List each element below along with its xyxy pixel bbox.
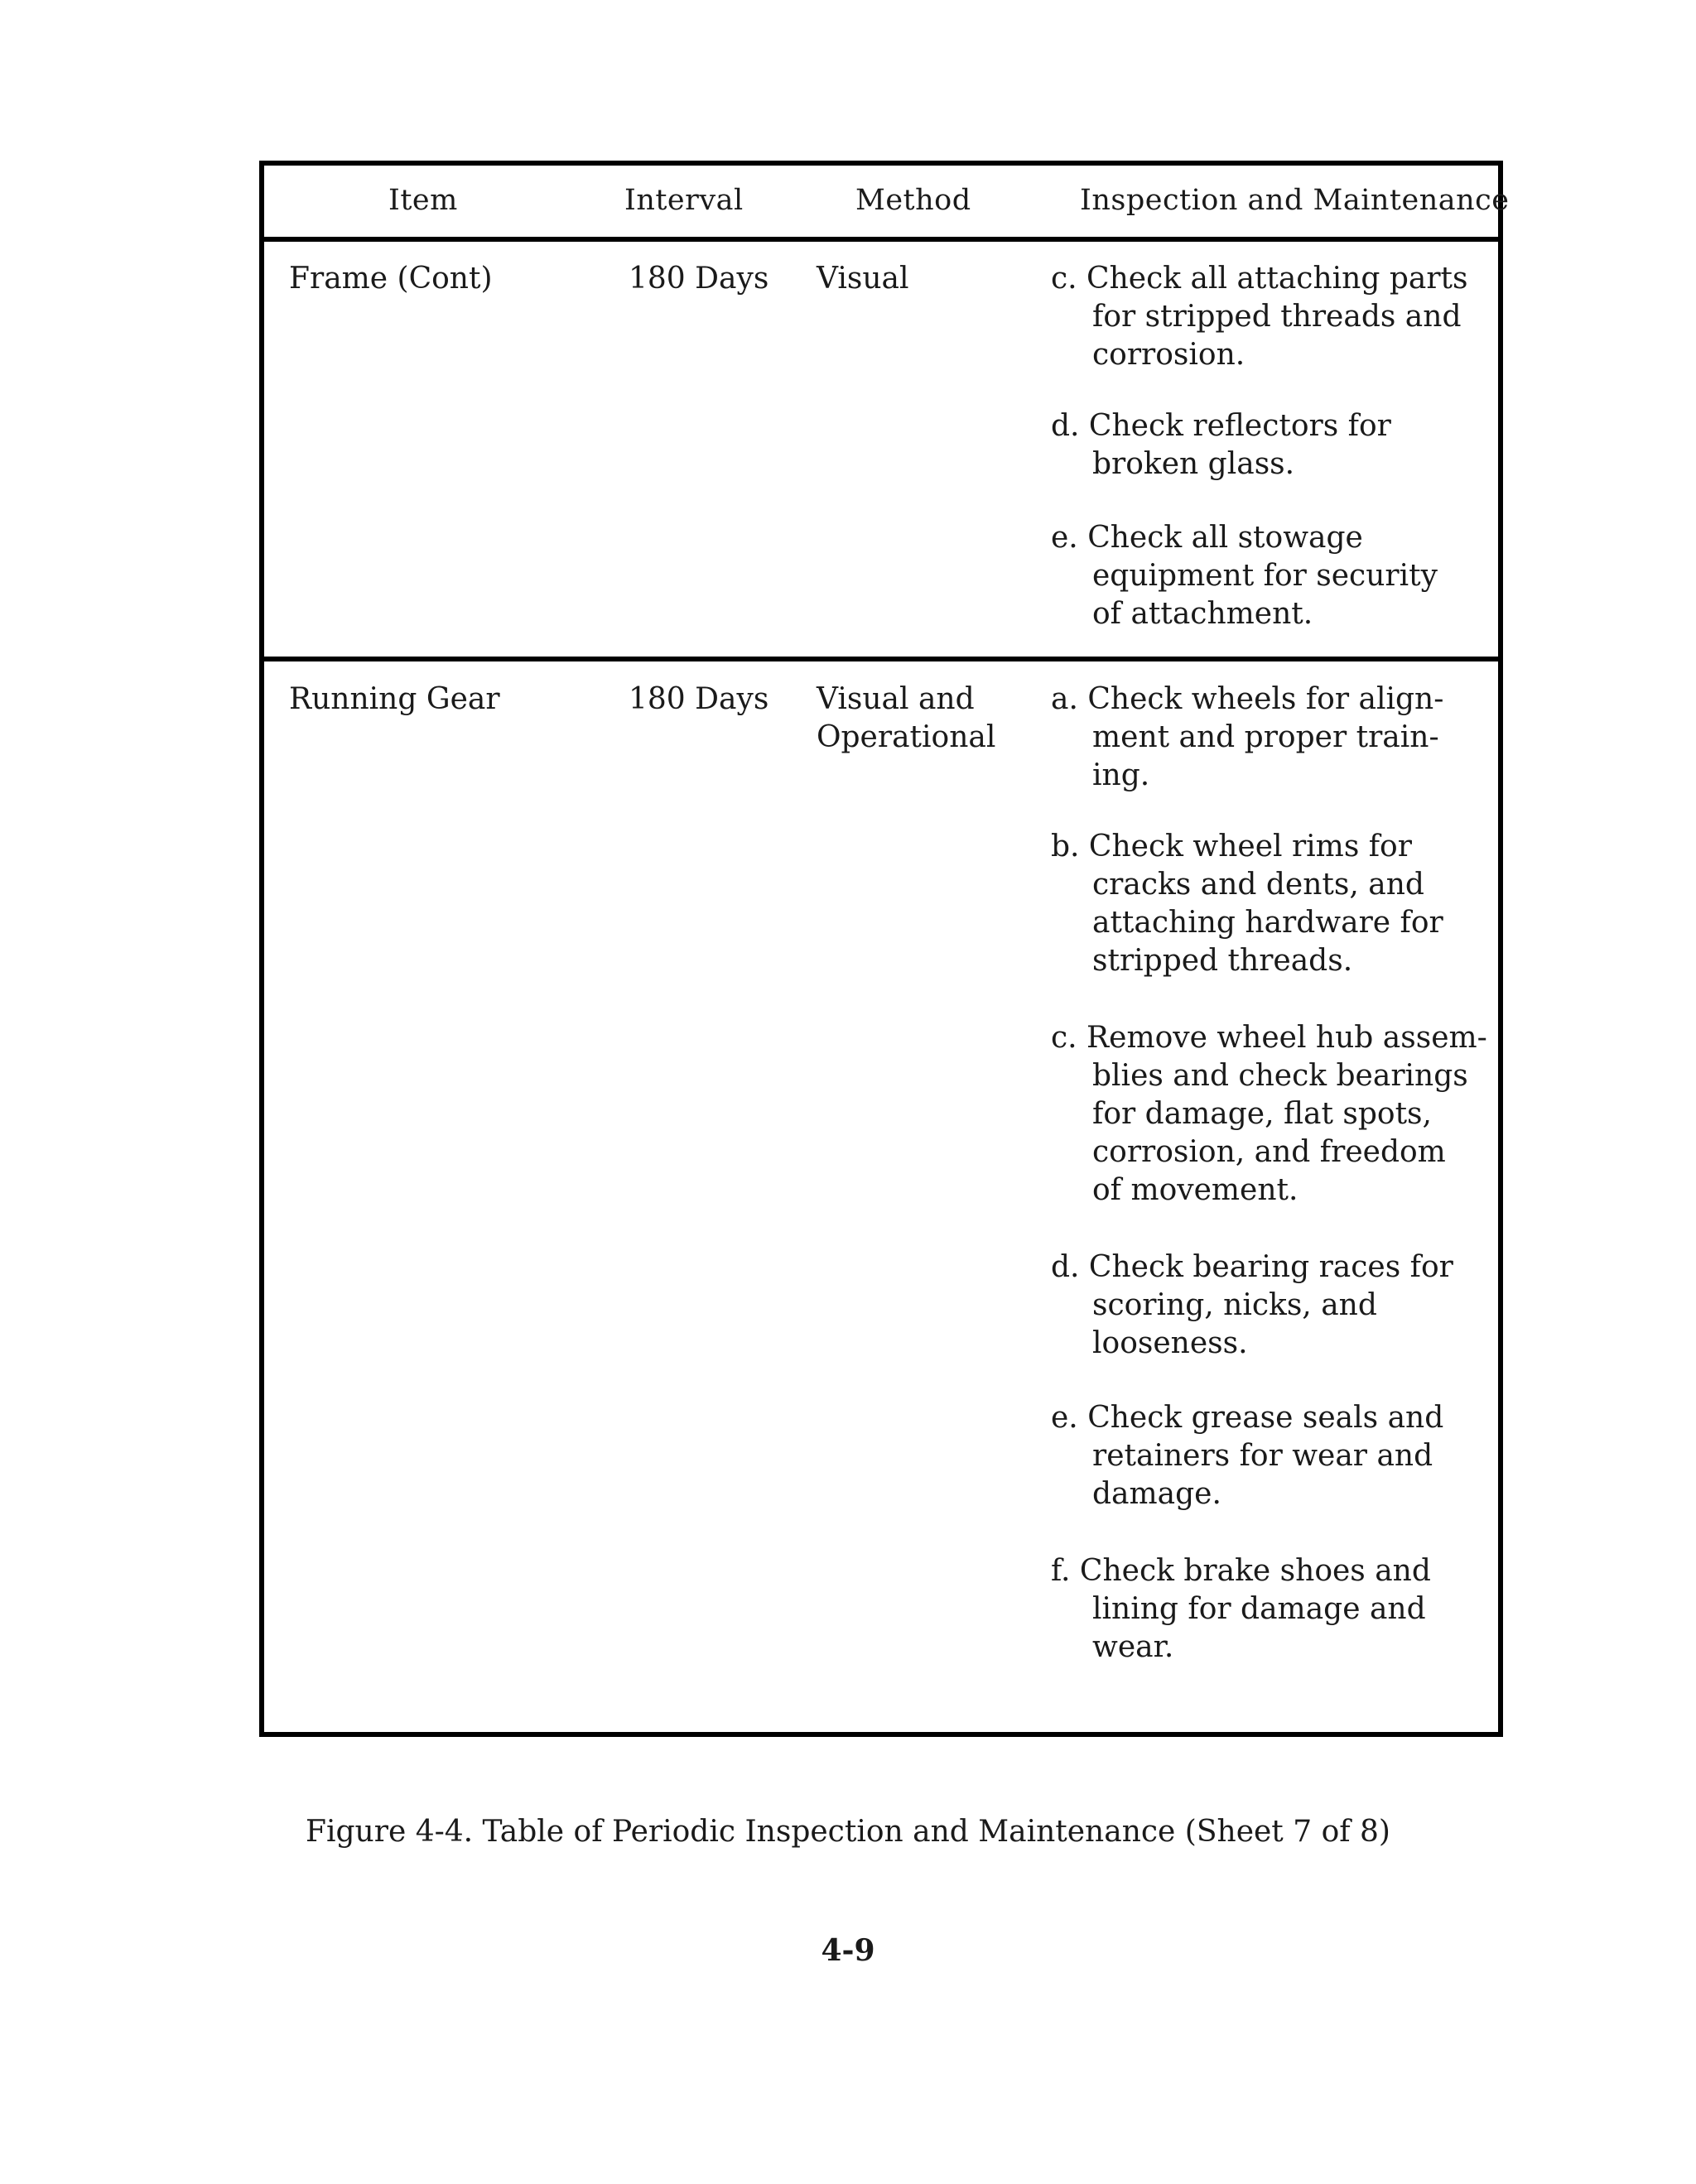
step-line: c. Check all attaching parts — [1051, 262, 1468, 296]
row-2-step-b — [1051, 828, 1482, 980]
row-2-step-c — [1051, 1019, 1487, 1210]
step-line: a. Check wheels for align- — [1051, 682, 1444, 716]
header-inspection: Inspection and Maintenance — [1080, 184, 1510, 217]
row-2-step-e — [1051, 1399, 1482, 1513]
step-line: wear. — [1092, 1630, 1174, 1664]
step-line: looseness. — [1092, 1326, 1248, 1360]
step-line: e. Check all stowage — [1051, 521, 1363, 555]
step-line: e. Check grease seals and — [1051, 1401, 1444, 1435]
inspection-table — [259, 161, 1510, 1737]
step-line: c. Remove wheel hub assem- — [1051, 1021, 1487, 1055]
figure-caption: Figure 4-4. Table of Periodic Inspection and Maintenance (Sheet 7 of 8) — [306, 1815, 1390, 1849]
step-line: cracks and dents, and — [1092, 868, 1424, 902]
step-line: d. Check reflectors for — [1051, 409, 1391, 443]
row-2-interval: 180 Days — [629, 682, 769, 716]
row-2-step-f — [1051, 1552, 1482, 1667]
row-1-interval: 180 Days — [629, 262, 769, 296]
step-line: f. Check brake shoes and — [1051, 1554, 1431, 1588]
step-line: d. Check bearing races for — [1051, 1250, 1453, 1284]
header-item: Item — [388, 184, 458, 217]
row-2-step-d — [1051, 1248, 1482, 1363]
step-line: of attachment. — [1092, 597, 1313, 631]
row-1-step-c — [1051, 260, 1482, 374]
row-2-method-line-1: Visual and — [817, 682, 975, 716]
row-2-step-a — [1051, 681, 1482, 795]
step-line: damage. — [1092, 1477, 1221, 1511]
row-1-step-d — [1051, 407, 1482, 483]
row-1-step-e — [1051, 519, 1482, 633]
step-line: corrosion, and freedom — [1092, 1135, 1446, 1169]
step-line: attaching hardware for — [1092, 906, 1443, 940]
step-line: for damage, flat spots, — [1092, 1097, 1432, 1131]
step-line: ing. — [1092, 758, 1150, 792]
step-line: broken glass. — [1092, 447, 1295, 481]
step-line: blies and check bearings — [1092, 1059, 1468, 1093]
step-line: corrosion. — [1092, 338, 1246, 372]
header-method: Method — [855, 184, 971, 217]
row-2-item: Running Gear — [289, 682, 500, 716]
step-line: scoring, nicks, and — [1092, 1288, 1377, 1322]
row-1-method: Visual — [817, 262, 909, 296]
step-line: of movement. — [1092, 1173, 1298, 1207]
step-line: ment and proper train- — [1092, 720, 1439, 754]
step-line: lining for damage and — [1092, 1592, 1426, 1626]
row-divider — [264, 657, 1498, 661]
step-line: retainers for wear and — [1092, 1439, 1433, 1473]
header-interval: Interval — [624, 184, 744, 217]
table-header-row — [264, 166, 1510, 242]
step-line: b. Check wheel rims for — [1051, 830, 1412, 863]
step-line: for stripped threads and — [1092, 300, 1462, 334]
page-number: 4-9 — [821, 1933, 875, 1968]
step-line: stripped threads. — [1092, 944, 1353, 978]
step-line: equipment for security — [1092, 559, 1438, 593]
row-2-method-line-2: Operational — [817, 720, 996, 754]
row-1-item: Frame (Cont) — [289, 262, 493, 296]
